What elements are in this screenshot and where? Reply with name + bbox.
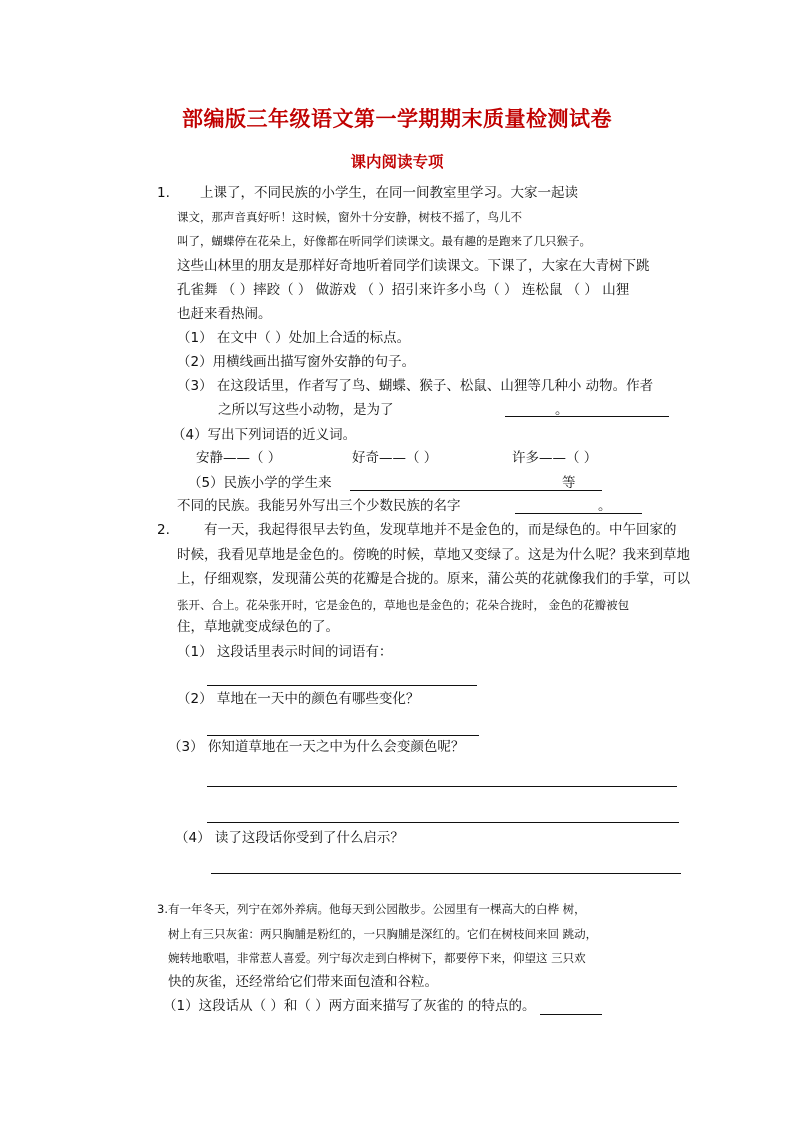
page-subtitle: 课内阅读专项 (350, 152, 444, 171)
q2-number: 2. (157, 522, 170, 538)
q1-sub-3-line-2: 之所以写这些小动物，是为了 (218, 402, 394, 418)
q2-sub-2: （2） 草地在一天中的颜色有哪些变化？ (177, 691, 420, 707)
q2-sub-4: （4） 读了这段话你受到了什么启示？ (175, 830, 404, 846)
q1-passage-line-1: 上课了，不同民族的小学生，在同一间教室里学习。大家一起读 (200, 185, 578, 201)
page-title: 部编版三年级语文第一学期期末质量检测试卷 (182, 106, 612, 131)
q3-passage-line-3: 婉转地歌唱，非常惹人喜爱。列宁每次走到白桦树下，都要停下来，仰望这 三只欢 (168, 951, 586, 965)
q2-passage-line-2: 时候，我看见草地是金色的。傍晚的时候，草地又变绿了。这是为什么呢？我来到草地 (177, 547, 690, 563)
q1-sub-3-answer-line[interactable] (505, 416, 669, 417)
q1-sub-5-line-1: （5）民族小学的学生来 (188, 475, 332, 491)
q1-sub-5-answer-line-2[interactable] (515, 513, 642, 514)
q1-sub-5-line-2: 不同的民族。我能另外写出三个少数民族的名字 (177, 498, 461, 514)
q1-passage-line-3: 叫了，蝴蝶停在花朵上，好像都在听同学们读课文。最有趣的是跑来了几只猴子。 (177, 234, 591, 248)
q1-sub-3-line-1: （3） 在这段话里，作者写了鸟、蝴蝶、猴子、松鼠、山狸等几种小 动物。作者 (177, 378, 654, 394)
q2-sub-4-answer-line[interactable] (211, 873, 681, 874)
q3-sub-1-answer-line[interactable] (540, 1014, 602, 1015)
q2-sub-3: （3） 你知道草地在一天之中为什么会变颜色呢？ (168, 739, 465, 755)
q1-sub-4-word-b: 好奇——（ ） (352, 450, 438, 466)
q2-sub-3-answer-line-1[interactable] (207, 786, 677, 787)
q2-sub-1-answer-line[interactable] (207, 685, 477, 686)
q2-passage-line-3: 上，仔细观察，发现蒲公英的花瓣是合拢的。原来，蒲公英的花就像我们的手掌，可以 (177, 571, 690, 587)
q1-sub-4: （4）写出下列词语的近义词。 (172, 427, 357, 443)
q1-passage-line-5: 孔雀舞 （ ）摔跤（ ） 做游戏 （ ）招引来许多小鸟（ ） 连松鼠 （ ） 山狸 (177, 282, 630, 298)
q2-passage-line-5: 住，草地就变成绿色的了。 (177, 619, 339, 635)
q1-passage-line-4: 这些山林里的朋友是那样好奇地听着同学们读课文。下课了，大家在大青树下跳 (177, 258, 650, 274)
q3-passage-line-2: 树上有三只灰雀：两只胸脯是粉红的，一只胸脯是深红的。它们在树枝间来回 跳动， (168, 927, 598, 941)
q2-sub-2-answer-line[interactable] (207, 735, 479, 736)
q3-sub-1: （1）这段话从（ ）和（ ）两方面来描写了灰雀的 的特点的。 (163, 998, 536, 1014)
q2-sub-1: （1） 这段话里表示时间的词语有： (177, 644, 393, 660)
q2-sub-3-answer-line-2[interactable] (207, 822, 679, 823)
q1-passage-line-6: 也赶来看热闹。 (177, 306, 272, 322)
q1-sub-4-word-a: 安静——（ ） (196, 450, 282, 466)
q2-passage-line-1: 有一天，我起得很早去钓鱼，发现草地并不是金色的，而是绿色的。中午回家的 (204, 522, 677, 538)
q3-passage-line-4: 快的灰雀，还经常给它们带来面包渣和谷粒。 (168, 974, 438, 990)
q1-sub-4-word-c: 许多——（ ） (512, 450, 598, 466)
q1-sub-3-period: 。 (555, 402, 569, 418)
q1-sub-2: （2）用横线画出描写窗外安静的句子。 (177, 354, 416, 370)
q1-number: 1. (157, 185, 170, 201)
q1-sub-5-period: 。 (598, 498, 612, 514)
q1-passage-line-2: 课文，那声音真好听！这时候，窗外十分安静，树枝不摇了，鸟儿不 (177, 210, 522, 224)
q1-sub-5-deng: 等 (562, 475, 576, 491)
q3-passage-line-1: 3.有一年冬天，列宁在郊外养病。他每天到公园散步。公园里有一棵高大的白桦 树， (157, 902, 586, 916)
q2-passage-line-4: 张开、合上。花朵张开时，它是金色的，草地也是金色的；花朵合拢时， 金色的花瓣被包 (177, 598, 630, 612)
q1-sub-1: （1） 在文中（ ）处加上合适的标点。 (177, 330, 411, 346)
